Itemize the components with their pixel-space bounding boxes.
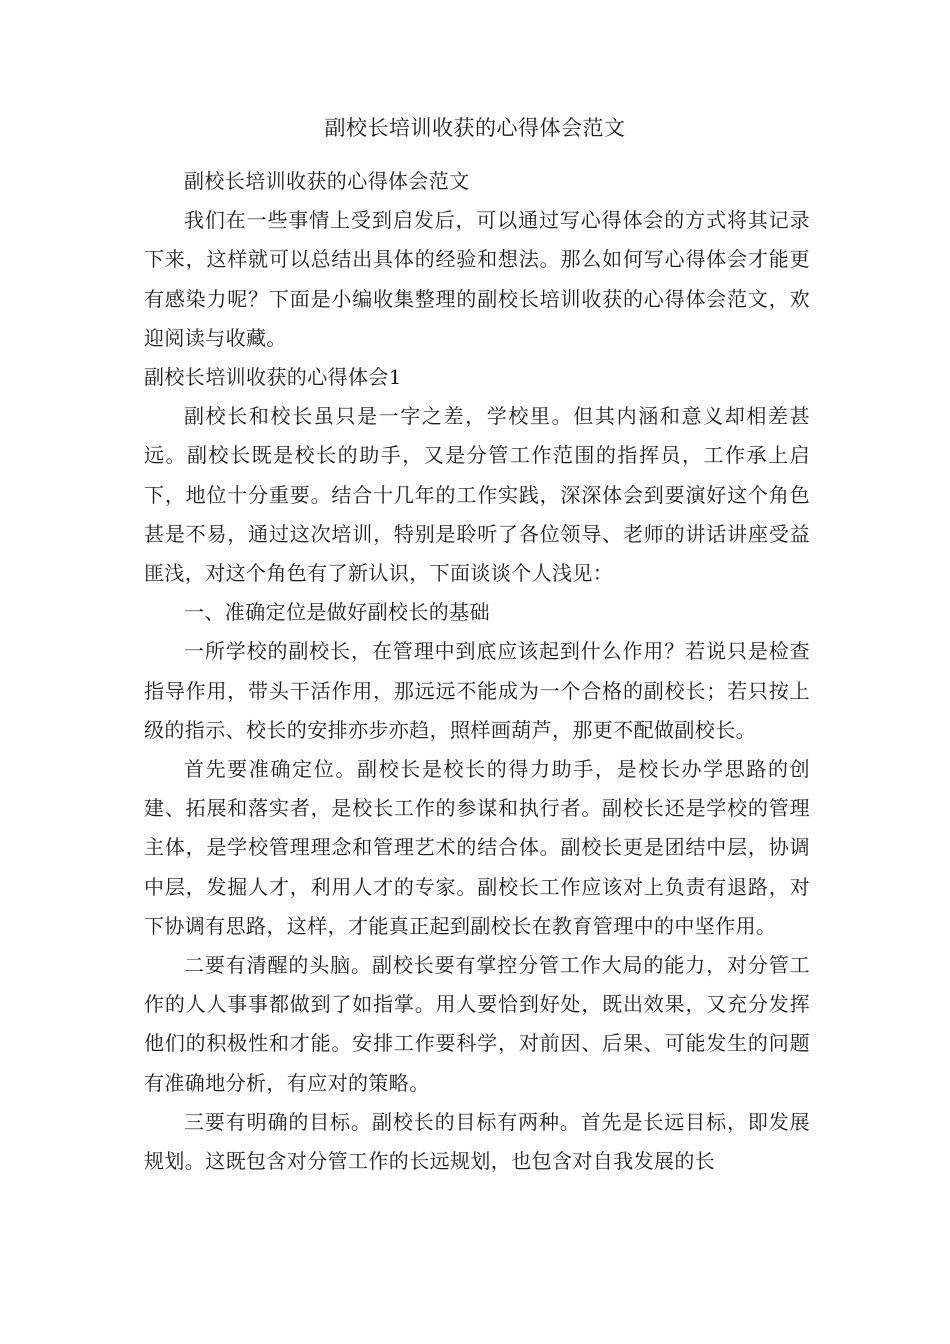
paragraph-intro: 我们在一些事情上受到启发后，可以通过写心得体会的方式将其记录下来，这样就可以总结出具体的经验和想法。那么如何写心得体会才能更有感染力呢？下面是小编收集整理的副校长培训收获的心得体会范文，欢迎阅读与收藏。 (144, 208, 810, 350)
paragraph: 副校长和校长虽只是一字之差，学校里。但其内涵和意义却相差甚远。副校长既是校长的助手，又是分管工作范围的指挥员，工作承上启下，地位十分重要。结合十几年的工作实践，深深体会到要演好这个角色甚是不易，通过这次培训，特别是聆听了各位领导、老师的讲话讲座受益匪浅，对这个角色有了新认识，下面谈谈个人浅见： (144, 404, 810, 586)
paragraph: 二要有清醒的头脑。副校长要有掌控分管工作大局的能力，对分管工作的人人事事都做到了如指掌。用人要恰到好处，既出效果，又充分发挥他们的积极性和才能。安排工作要科学，对前因、后果、可能发生的问题有准确地分析，有应对的策略。 (144, 953, 810, 1095)
paragraph: 首先要准确定位。副校长是校长的得力助手，是校长办学思路的创建、拓展和落实者，是校长工作的参谋和执行者。副校长还是学校的管理主体，是学校管理理念和管理艺术的结合体。副校长更是团结中层，协调中层，发掘人才，利用人才的专家。副校长工作应该对上负责有退路，对下协调有思路，这样，才能真正起到副校长在教育管理中的中坚作用。 (144, 757, 810, 938)
paragraph: 一所学校的副校长，在管理中到底应该起到什么作用？若说只是检查指导作用，带头干活作用，那远远不能成为一个合格的副校长；若只按上级的指示、校长的安排亦步亦趋，照样画葫芦，那更不配做副校长。 (144, 639, 810, 742)
subsection-heading: 一、准确定位是做好副校长的基础 (184, 600, 490, 625)
section-heading: 副校长培训收获的心得体会1 (144, 365, 402, 390)
document-body (144, 162, 810, 1181)
document-title: 副校长培训收获的心得体会范文 (324, 116, 626, 140)
paragraph-subtitle: 副校长培训收获的心得体会范文 (184, 169, 470, 193)
paragraph: 三要有明确的目标。副校长的目标有两种。首先是长远目标，即发展规划。这既包含对分管工作的长远规划，也包含对自我发展的长 (144, 1109, 810, 1174)
